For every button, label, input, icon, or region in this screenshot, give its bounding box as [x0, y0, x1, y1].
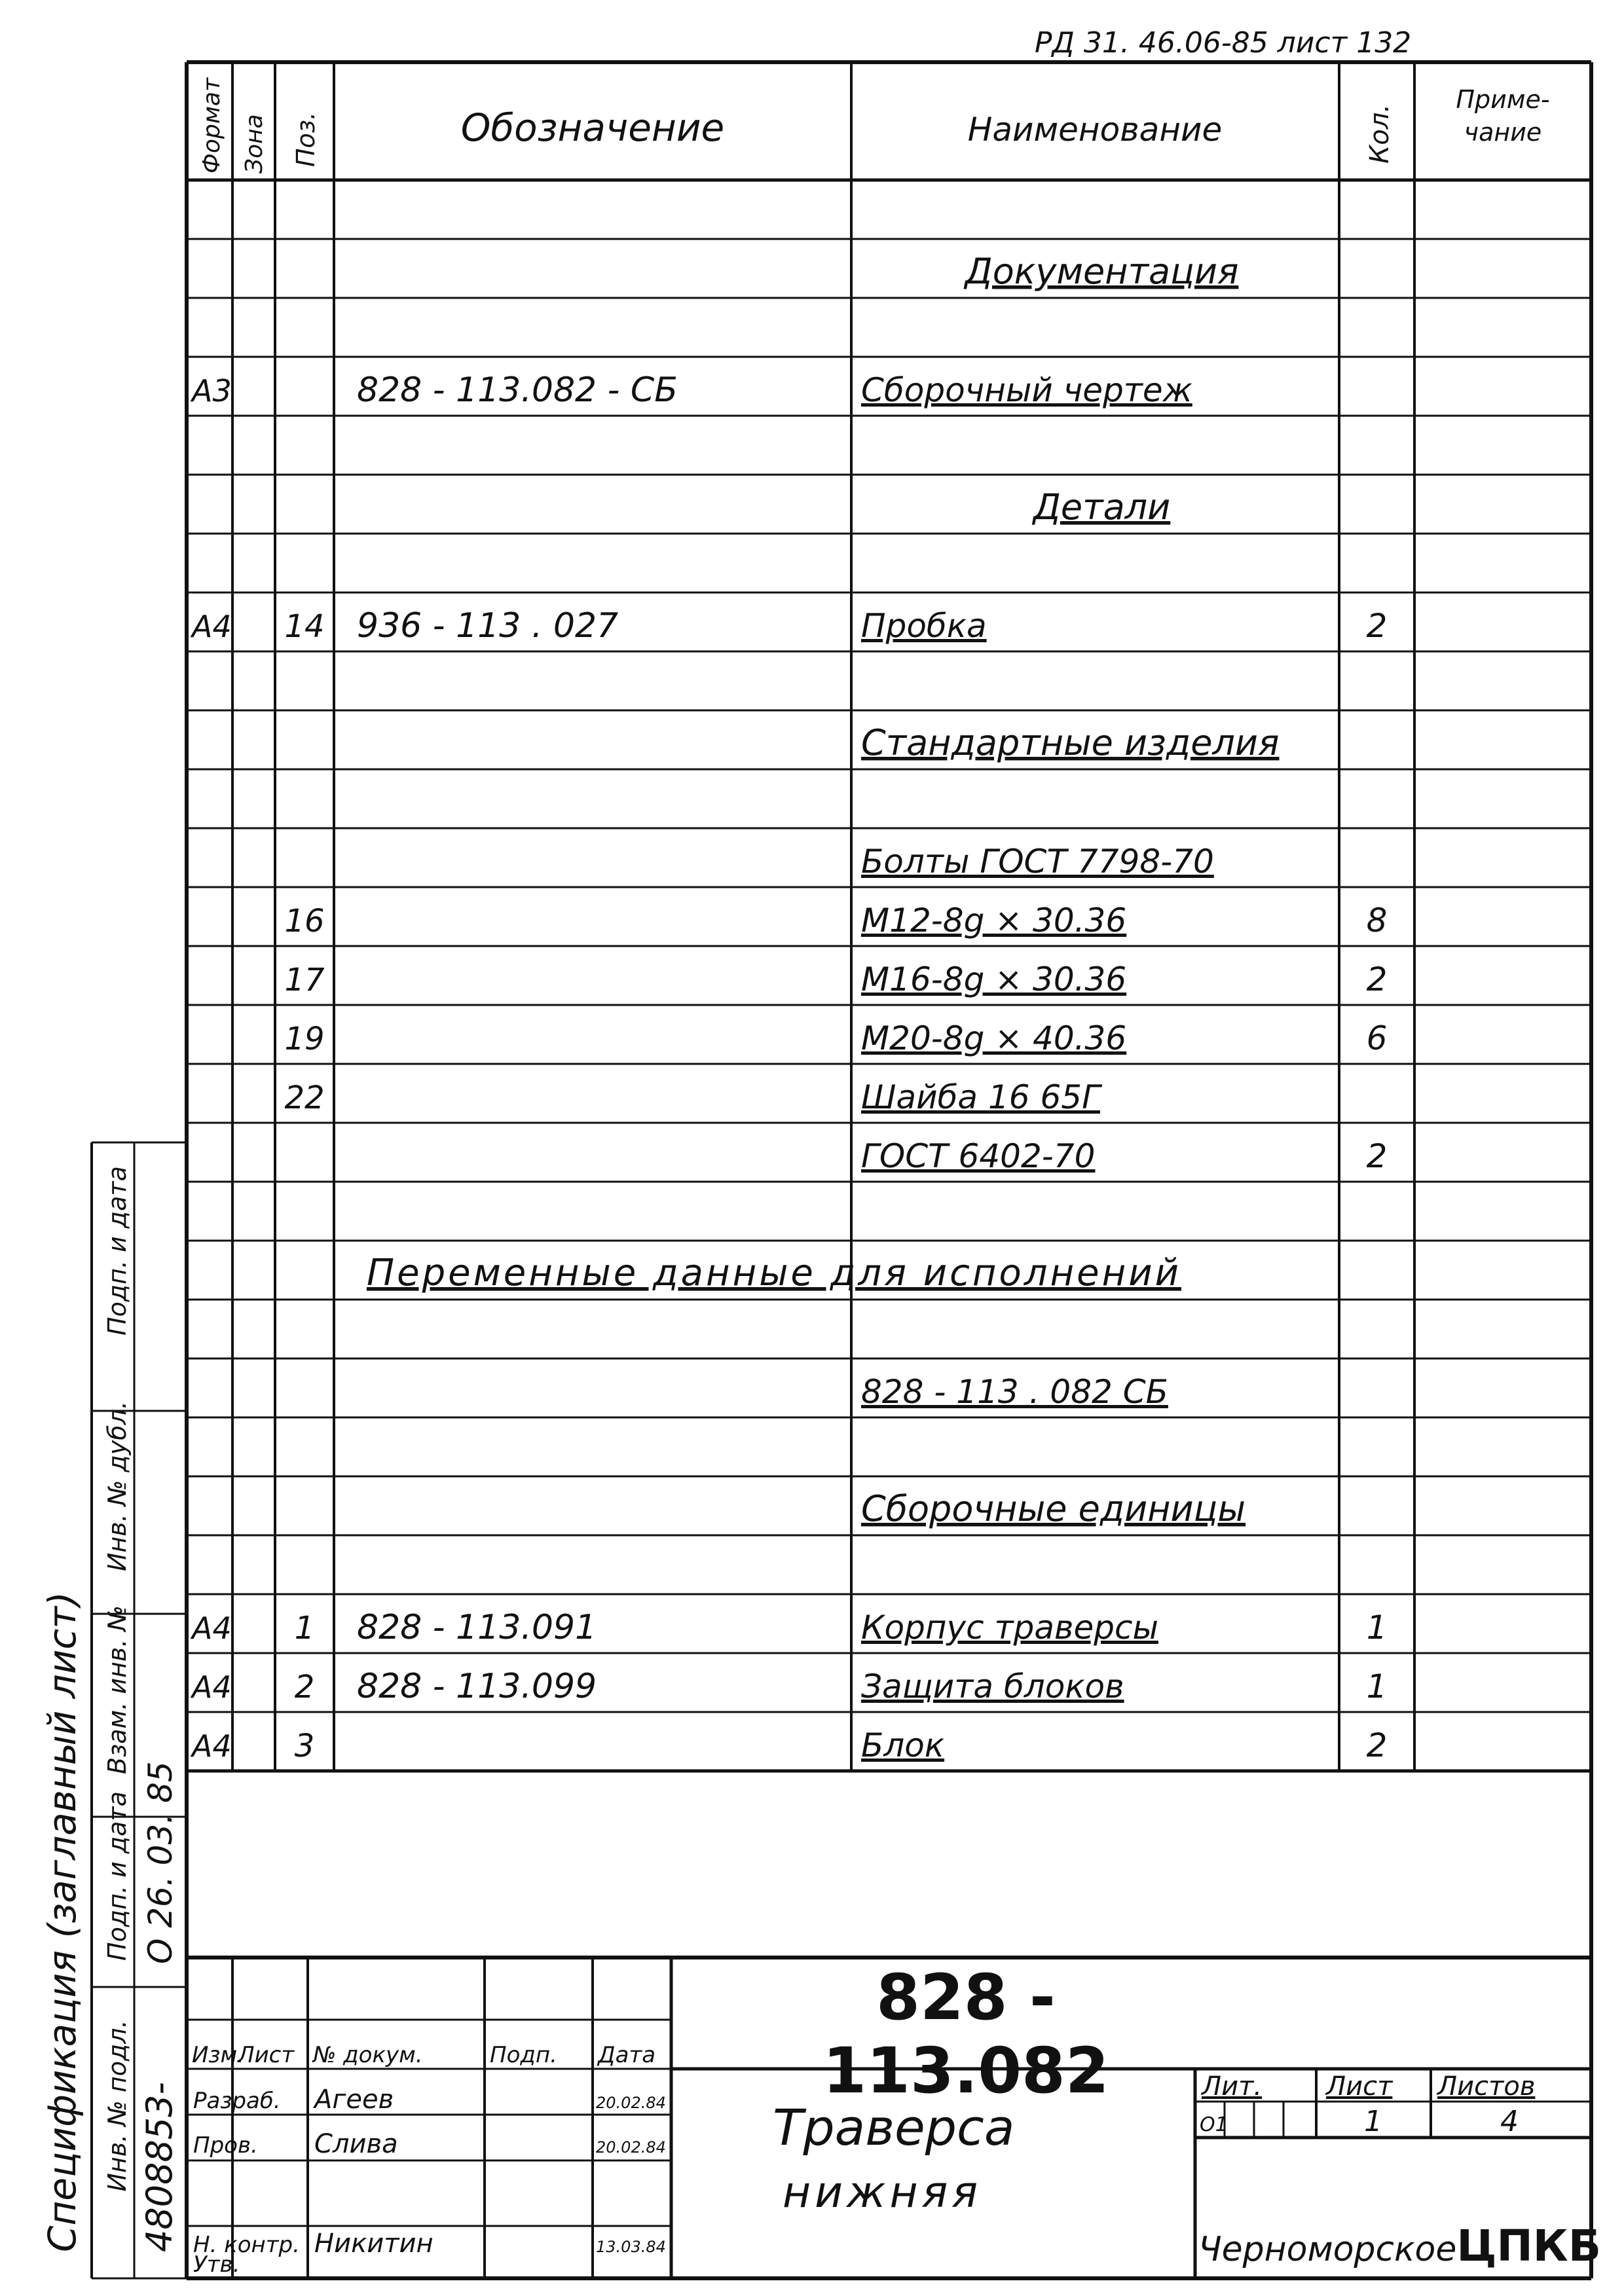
- header-qty: Кол.: [1365, 103, 1395, 164]
- cell-name: Защита блоков: [861, 1667, 1124, 1705]
- cell-designation: 828 - 113.091: [357, 1608, 597, 1647]
- sheet-reference: РД 31. 46.06-85 лист 132: [1035, 26, 1412, 60]
- cell-designation: 828 - 113.082 - СБ: [357, 371, 678, 410]
- cell-qty: 1: [1366, 1667, 1388, 1705]
- header-format: Формат: [198, 77, 225, 173]
- cell-name: Сборочный чертеж: [861, 371, 1192, 409]
- titleblock-person: Слива: [314, 2129, 398, 2159]
- cell-qty: 8: [1366, 902, 1388, 939]
- cell-pos: 14: [284, 608, 325, 645]
- margin-label: Инв. № подл.: [103, 2020, 132, 2192]
- section-title: Детали: [1033, 486, 1171, 528]
- titleblock-lit-label: Лит.: [1202, 2071, 1263, 2102]
- cell-format: А3: [192, 373, 232, 409]
- titleblock-col-date: Дата: [598, 2042, 656, 2068]
- cell-pos: 2: [294, 1669, 315, 1705]
- product-name-line1: Траверса: [773, 2098, 1015, 2157]
- titleblock-role: Разраб.: [193, 2088, 281, 2114]
- cell-pos: 19: [284, 1021, 325, 1057]
- cell-qty: 2: [1366, 1726, 1388, 1764]
- cell-name: Болты ГОСТ 7798-70: [861, 843, 1214, 881]
- titleblock-col-podp: Подп.: [490, 2042, 557, 2068]
- cell-name: Корпус траверсы: [861, 1609, 1158, 1647]
- titleblock-role: Н. контр.: [193, 2232, 300, 2258]
- header-zone: Зона: [241, 114, 268, 173]
- titleblock-date: 20.02.84: [596, 2138, 666, 2157]
- cell-designation: 828 - 113.099: [357, 1667, 597, 1706]
- titleblock-sheets-label: Листов: [1437, 2071, 1536, 2102]
- cell-qty: 2: [1366, 607, 1388, 645]
- header-note-1: Приме-: [1456, 85, 1550, 114]
- cell-format: А4: [192, 1669, 232, 1705]
- cell-qty: 2: [1366, 1137, 1388, 1175]
- titleblock-role: Утв.: [193, 2251, 240, 2278]
- margin-spec-note: Спецификация (заглавный лист): [40, 1592, 84, 2252]
- titleblock-lit-value: О1: [1200, 2113, 1228, 2136]
- cell-format: А4: [192, 1611, 232, 1646]
- cell-format: А4: [192, 609, 232, 644]
- margin-label: Подп. и дата: [103, 1791, 132, 1961]
- cell-pos: 3: [294, 1728, 315, 1764]
- titleblock-date: 13.03.84: [596, 2238, 666, 2256]
- header-pos: Поз.: [291, 111, 320, 167]
- product-name-line2: нижняя: [783, 2167, 982, 2217]
- cell-name: ГОСТ 6402-70: [861, 1137, 1096, 1175]
- titleblock-sheet-label: Лист: [1326, 2071, 1393, 2102]
- cell-name: Пробка: [861, 607, 987, 645]
- titleblock-sheet-value: 1: [1364, 2105, 1382, 2138]
- cell-pos: 22: [284, 1080, 325, 1116]
- variable-data-heading: Переменные данные для исполнений: [367, 1252, 1182, 1294]
- titleblock-role: Пров.: [193, 2132, 258, 2159]
- section-title: Сборочные единицы: [861, 1488, 1246, 1529]
- organization: [1198, 2221, 1601, 2271]
- section-title: Стандартные изделия: [861, 722, 1280, 763]
- cell-pos: 17: [284, 962, 325, 998]
- titleblock-col-izm: Изм.: [192, 2042, 244, 2068]
- organization-prefix: Черноморское: [1198, 2230, 1457, 2269]
- cell-name: М12-8g × 30.36: [861, 902, 1127, 939]
- cell-name: М20-8g × 40.36: [861, 1019, 1127, 1057]
- cell-qty: 6: [1366, 1019, 1388, 1057]
- titleblock-person: Никитин: [314, 2229, 434, 2259]
- margin-label: Инв. № дубл.: [103, 1401, 132, 1571]
- titleblock-sheets-value: 4: [1500, 2105, 1519, 2138]
- organization-name: ЦПКБ: [1456, 2221, 1602, 2271]
- cell-qty: 2: [1366, 960, 1388, 998]
- margin-label: Взам. инв. №: [103, 1605, 132, 1774]
- cell-name: 828 - 113 . 082 СБ: [861, 1373, 1168, 1411]
- titleblock-col-doc: № докум.: [313, 2042, 423, 2068]
- margin-inv-number: 4808853-: [139, 2082, 180, 2252]
- cell-qty: 1: [1366, 1609, 1388, 1647]
- header-note-2: чание: [1464, 118, 1542, 147]
- titleblock-col-list: Лист: [238, 2042, 295, 2068]
- document-code: 828 - 113.082: [822, 1961, 1109, 2107]
- header-name: Наименование: [967, 111, 1223, 149]
- titleblock-date: 20.02.84: [596, 2094, 666, 2112]
- cell-name: Шайба 16 65Г: [861, 1078, 1100, 1116]
- cell-format: А4: [192, 1728, 232, 1764]
- cell-pos: 1: [294, 1610, 315, 1647]
- header-designation: Обозначение: [460, 105, 725, 150]
- cell-name: Блок: [861, 1726, 945, 1764]
- section-title: Документация: [965, 251, 1239, 292]
- cell-name: М16-8g × 30.36: [861, 960, 1127, 998]
- cell-pos: 16: [284, 903, 325, 939]
- cell-designation: 936 - 113 . 027: [357, 606, 619, 646]
- titleblock-person: Агеев: [314, 2085, 394, 2115]
- margin-date: О 26. 03. 85: [141, 1761, 179, 1964]
- margin-label: Подп. и дата: [103, 1166, 132, 1336]
